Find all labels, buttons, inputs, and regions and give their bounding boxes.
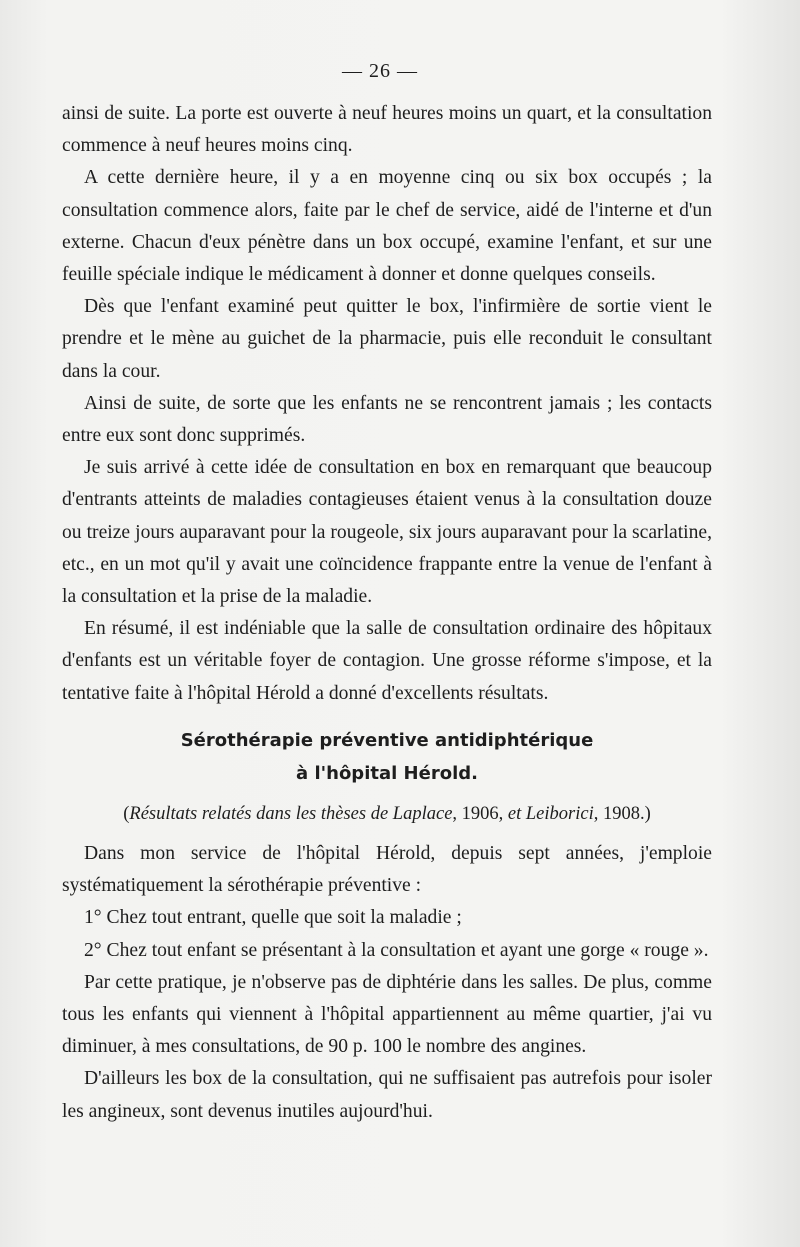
paragraph: A cette dernière heure, il y a en moyenne cinq ou six box occupés ; la consultation commence alors, faite par le chef de service, aidé de l'interne et d'un externe. Chacun d'eux pénètre dans un box occupé, examine l'enfant, et sur une feuille spéciale indique le médicament à donner et donne quelques conseils.: [62, 167, 712, 286]
section-title-line-2: à l'hôpital Hérold.: [296, 762, 478, 784]
citation-year-2: , 1908.): [593, 803, 651, 824]
list-item: 1° Chez tout entrant, quelle que soit la maladie ;: [84, 907, 462, 929]
paragraph: D'ailleurs les box de la consultation, qui ne suffisaient pas autrefois pour isoler les angineux, sont devenus inutiles aujourd'hui.: [62, 1068, 712, 1122]
page-number: — 26 —: [342, 60, 418, 82]
body-text: [62, 98, 712, 1128]
section-title: [62, 724, 712, 790]
citation-year-1: , 1906,: [452, 803, 508, 824]
paragraph: Ainsi de suite, de sorte que les enfants ne se rencontrent jamais ; les contacts entre eux sont donc supprimés.: [62, 392, 712, 447]
paragraph: Je suis arrivé à cette idée de consultation en box en remarquant que beaucoup d'entrants atteints de maladies contagieuses étaient venus à la consultation douze ou treize jours auparavant pour la rougeole, six jours auparavant pour la scarlatine, etc., en un mot qu'il y avait une coïncidence frappante entre la venue de l'enfant à la consultation et la prise de la maladie.: [62, 457, 712, 608]
paragraph: ainsi de suite. La porte est ouverte à neuf heures moins un quart, et la consultation commence à neuf heures moins cinq.: [62, 103, 712, 157]
section-title-line-1: Sérothérapie préventive antidiphtérique: [180, 729, 594, 751]
paragraph: Par cette pratique, je n'observe pas de diphtérie dans les salles. De plus, comme tous les enfants qui viennent à l'hôpital appartiennent au même quartier, j'ai vu diminuer, à mes consultations, de 90 p. 100 le nombre des angines.: [62, 971, 712, 1058]
citation-title: Résultats relatés dans les thèses de Laplace: [129, 803, 453, 824]
paragraph: Dès que l'enfant examiné peut quitter le box, l'infirmière de sortie vient le prendre et le mène au guichet de la pharmacie, puis elle reconduit le consultant dans la cour.: [62, 296, 712, 382]
source-citation: [62, 798, 712, 830]
list-item: 2° Chez tout enfant se présentant à la consultation et ayant une gorge « rouge ».: [84, 939, 709, 961]
paragraph: Dans mon service de l'hôpital Hérold, depuis sept années, j'emploie systématiquement la sérothérapie préventive :: [62, 843, 712, 897]
citation-author-2: et Leiborici: [507, 803, 594, 824]
citation-open: (: [123, 803, 130, 824]
paragraph: En résumé, il est indéniable que la salle de consultation ordinaire des hôpitaux d'enfants est un véritable foyer de contagion. Une grosse réforme s'impose, et la tentative faite à l'hôpital Hérold a donné d'excellents résultats.: [62, 618, 712, 704]
